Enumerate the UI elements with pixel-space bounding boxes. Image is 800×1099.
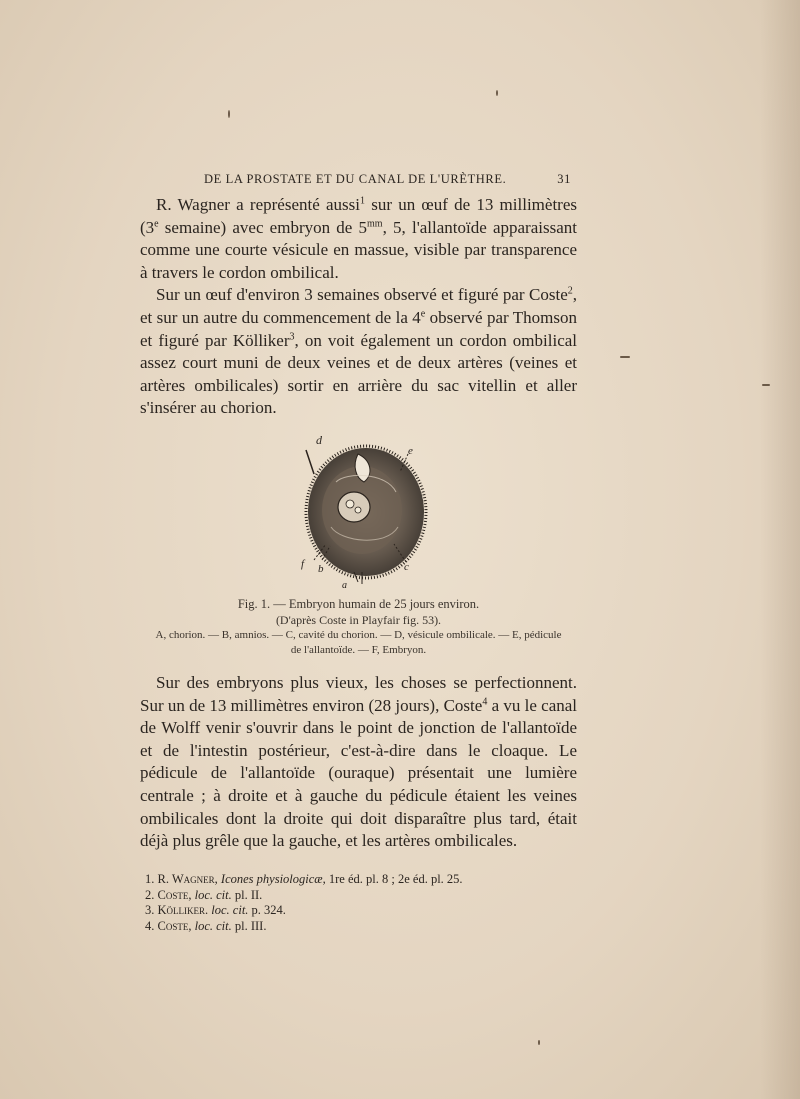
caption-legend-line-2: de l'allantoïde. — F, Embryon. xyxy=(290,644,427,656)
footnote-work: loc. cit. xyxy=(194,887,232,902)
footnote-number: 4. xyxy=(145,918,155,933)
paper-speck xyxy=(538,1040,540,1045)
text-run: , on voit également un cordon ombilical assez court muni de deux veines et de deux artères (veines et artères ombilicales) sortir en arrière du sac vitellin et aller s'insérer au chorion. xyxy=(140,330,578,418)
footnote-work: loc. cit. xyxy=(194,918,232,933)
footnote-1 xyxy=(145,872,575,888)
running-header-title: DE LA PROSTATE ET DU CANAL DE L'URÈTHRE. xyxy=(204,172,507,186)
footnote-number: 2. xyxy=(145,887,155,902)
text-run: , et sur un autre du commencement de la 4 xyxy=(140,285,577,327)
footnote-author: Kölliker. xyxy=(157,903,209,917)
caption-title: Fig. 1. — Embryon humain de 25 jours environ. xyxy=(237,597,480,611)
footnote-ref: 2 xyxy=(567,285,573,297)
text-run: Sur des embryons plus vieux, les choses se perfectionnent. Sur un de 13 millimètres environ (28 jours), Coste xyxy=(140,673,577,715)
figure-label-c: c xyxy=(404,561,409,573)
text-run: semaine) avec embryon de 5 xyxy=(158,217,368,237)
body-text-top xyxy=(140,194,577,420)
footnote-ref-detail: pl. II. xyxy=(234,887,263,902)
footnote-ref: 1 xyxy=(359,195,365,207)
embryo-figure xyxy=(296,432,436,592)
footnote-ref-detail: p. 324. xyxy=(251,903,286,917)
footnote-author: R. Wagner, xyxy=(157,872,218,886)
footnote-ref: 4 xyxy=(482,695,488,707)
footnote-author: Coste, xyxy=(157,918,192,933)
caption-source: (D'après Coste in Playfair fig. 53). xyxy=(275,613,442,627)
paper-speck xyxy=(620,356,630,358)
page-number: 31 xyxy=(557,172,571,186)
footnote-2 xyxy=(145,888,575,904)
paragraph-older-embryos xyxy=(140,672,577,853)
superscript: e xyxy=(420,308,426,320)
figure-label-d: d xyxy=(316,433,322,447)
footnote-number: 3. xyxy=(145,903,155,917)
superscript: mm xyxy=(367,217,383,229)
footnotes xyxy=(145,872,575,934)
caption-legend-line-1: A, chorion. — B, amnios. — C, cavité du chorion. — D, vésicule ombilicale. — E, pédicule xyxy=(155,629,562,641)
paragraph-wagner xyxy=(140,194,577,284)
figure-label-b: b xyxy=(318,563,324,575)
footnote-4 xyxy=(145,919,575,935)
footnote-ref-detail: pl. III. xyxy=(234,918,267,933)
figure-caption xyxy=(140,596,577,658)
text-run: a vu le canal de Wolff venir s'ouvrir dans le point de jonction de l'allantoïde et de l'intestin postérieur, c'est-à-dire dans le cloaque. Le pédicule de l'allantoïde (ouraque) présentait une lumière centrale ; à droite et à gauche du pédicule étaient les veines ombilicales dont la droite qui doit disparaître plus tard, était déjà plus grêle que la gauche, et les artères ombilicales. xyxy=(140,695,578,851)
figure-label-e: e xyxy=(408,445,413,457)
page-edge-shadow xyxy=(760,0,800,1099)
footnote-work: loc. cit. xyxy=(211,903,249,917)
paragraph-coste xyxy=(140,284,577,420)
footnote-3 xyxy=(145,903,575,919)
embryo-engraving xyxy=(296,432,436,592)
paper-speck xyxy=(762,384,770,386)
figure-label-a: a xyxy=(342,580,347,591)
paper-speck xyxy=(496,90,498,96)
superscript: e xyxy=(154,217,159,229)
footnote-ref-detail: 1re éd. pl. 8 ; 2e éd. pl. 25. xyxy=(328,872,463,886)
text-run: sur un œuf de 13 millimètres (3 xyxy=(140,195,577,237)
footnote-ref: 3 xyxy=(289,330,295,342)
text-run: Sur un œuf d'environ 3 semaines observé et figuré par Coste xyxy=(156,285,568,305)
text-run: , 5, l'allantoïde apparaissant comme une courte vésicule en massue, visible par transparence à travers le cordon ombilical. xyxy=(140,217,577,282)
figure-label-f: f xyxy=(301,558,305,570)
text-run: observé par Thomson et figuré par Kölliker xyxy=(140,307,577,350)
footnote-work: Icones physiologicæ, xyxy=(220,872,326,886)
body-text-bottom xyxy=(140,672,577,853)
footnote-author: Coste, xyxy=(157,887,192,902)
paper-speck xyxy=(228,110,230,118)
footnote-number: 1. xyxy=(145,872,155,886)
text-run: R. Wagner a représenté aussi xyxy=(156,195,360,214)
